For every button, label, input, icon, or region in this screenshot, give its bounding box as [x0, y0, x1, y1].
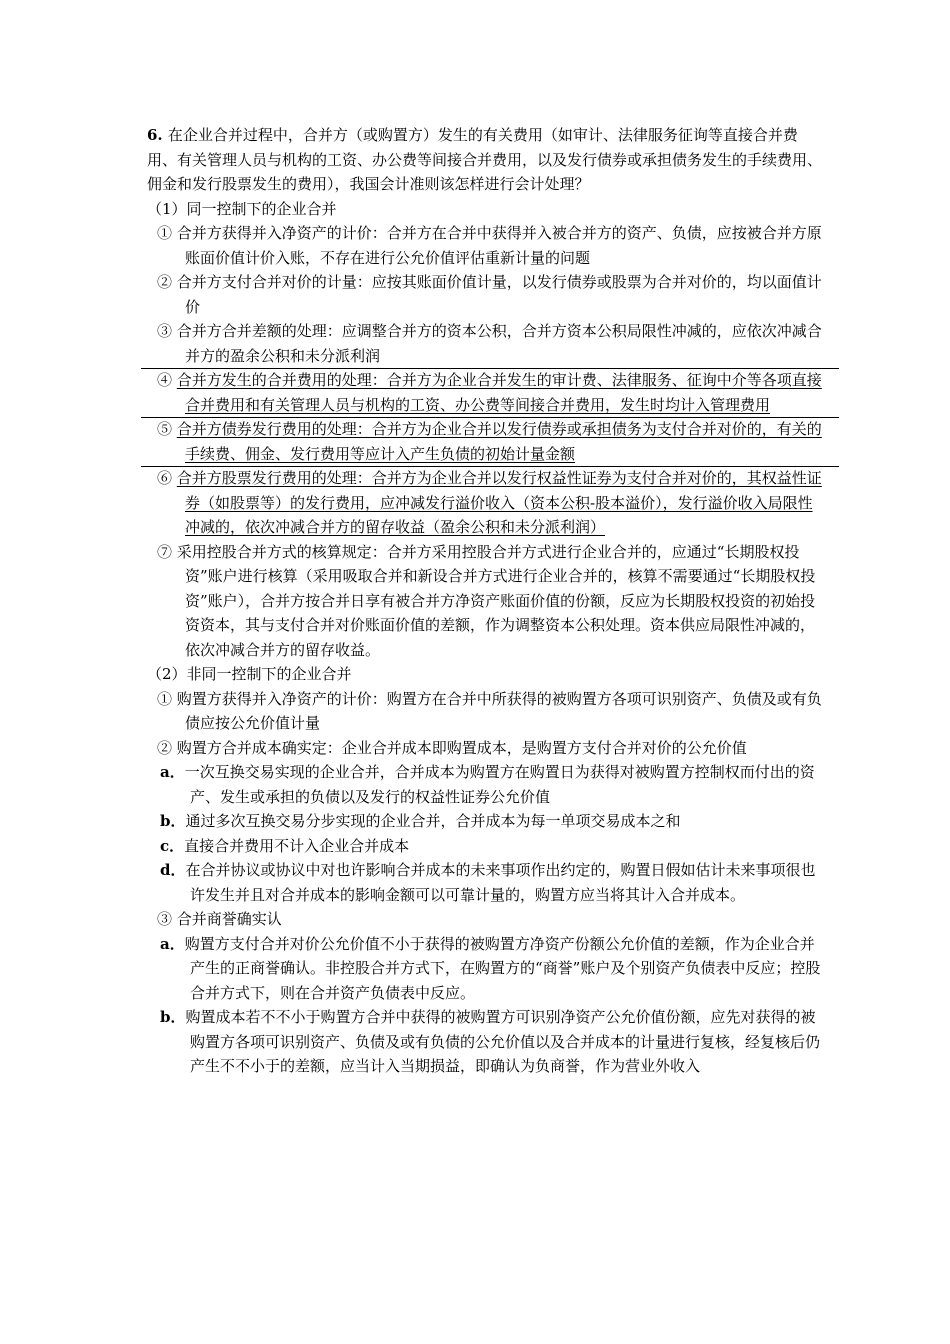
s1-item-2: ② 合并方支付合并对价的计量：应按其账面价值计量，以发行债券或股票为合并对价的，均以面值计价 — [157, 273, 822, 316]
s2-item-1: ① 购置方获得并入净资产的计价：购置方在合并中所获得的被购置方各项可识别资产、负债及或有负债应按公允价值计量 — [157, 689, 822, 732]
s1-item-5-underlined: ⑤ 合并方债券发行费用的处理：合并方为企业合并以发行债券或承担债务为支付合并对价的，有关的手续费、佣金、发行费用等应计入产生负债的初始计量金额 — [147, 417, 827, 466]
s1-item-3: ③ 合并方合并差额的处理：应调整合并方的资本公积，合并方资本公积局限性冲减的，应依次冲减合并方的盈余公积和未分派利润 — [157, 322, 822, 365]
s2-item-3: ③ 合并商誉确实认 — [157, 910, 282, 928]
s1-item-6-underlined: ⑥ 合并方股票发行费用的处理：合并方为企业合并以发行权益性证券为支付合并对价的，其权益性证券（如股票等）的发行费用，应冲减发行溢价收入（资本公积-股本溢价），发行溢价收入局限性冲减的，依次冲减合并方的留存收益（盈余公积和未分派利润） — [147, 466, 827, 540]
s2-item-3-sub-b: b．购置成本若不不小于购置方合并中获得的被购置方可识别净资产公允价值份额，应先对获得的被购置方各项可识别资产、负债及或有负债的公允价值以及合并成本的计量进行复核，经复核后仍产生不不小于的差额，应当计入当期损益，即确认为负商誉，作为营业外收入 — [160, 1008, 821, 1075]
s2-item-2-sub-b: b．通过多次互换交易分步实现的企业合并，合并成本为每一单项交易成本之和 — [160, 812, 681, 830]
section-heading-non-common-control: （2）非同一控制下的企业合并 — [147, 665, 352, 683]
s2-item-3-sub-a: a．购置方支付合并对价公允价值不小于获得的被购置方净资产份额公允价值的差额，作为企业合并产生的正商誉确认。非控股合并方式下，在购置方的“商誉”账户及个别资产负债表中反应；控股合并方式下，则在合并资产负债表中反应。 — [160, 934, 821, 1002]
question-title — [147, 123, 827, 197]
question-text: 在企业合并过程中，合并方（或购置方）发生的有关费用（如审计、法律服务征询等直接合并费用、有关管理人员与机构的工资、办公费等间接合并费用，以及发行债券或承担债务发生的手续费用、佣金和发行股票发生的费用），我国会计准则该怎样进行会计处理？ — [147, 126, 823, 193]
s2-item-2: ② 购置方合并成本确实定：企业合并成本即购置成本，是购置方支付合并对价的公允价值 — [157, 738, 747, 757]
s1-item-1: ① 合并方获得并入净资产的计价：合并方在合并中获得并入被合并方的资产、负债，应按被合并方原账面价值计价入账，不存在进行公允价值评估重新计量的问题 — [157, 224, 822, 267]
s1-item-4-underlined: ④ 合并方发生的合并费用的处理：合并方为企业合并发生的审计费、法律服务、征询中介等各项直接合并费用和有关管理人员与机构的工资、办公费等间接合并费用，发生时均计入管理费用 — [147, 368, 827, 417]
s2-item-2-sub-c: c．直接合并费用不计入企业合并成本 — [160, 836, 410, 855]
s2-item-2-sub-a: a．一次互换交易实现的企业合并，合并成本为购置方在购置日为获得对被购置方控制权而付出的资产、发生或承担的负债以及发行的权益性证券公允价值 — [160, 763, 815, 806]
s1-item-7: ⑦ 采用控股合并方式的核算规定：合并方采用控股合并方式进行企业合并的，应通过“长期股权投资”账户进行核算（采用吸取合并和新设合并方式进行企业合并的，核算不需要通过“长期股权投资”账户），合并方按合并日享有被合并方净资产账面价值的份额，反应为长期股权投资的初始投资资本，其与支付合并对价账面价值的差额，作为调整资本公积处理。资本供应局限性冲减的，依次冲减合并方的留存收益。 — [157, 542, 816, 659]
question-number: 6. — [147, 126, 163, 144]
document-body — [147, 123, 827, 1079]
section-heading-common-control: （1）同一控制下的企业合并 — [147, 199, 337, 218]
s2-item-2-sub-d: d．在合并协议或协议中对也许影响合并成本的未来事项作出约定的，购置日假如估计未来事项很也许发生并且对合并成本的影响金额可以可靠计量的，购置方应当将其计入合并成本。 — [160, 861, 816, 904]
